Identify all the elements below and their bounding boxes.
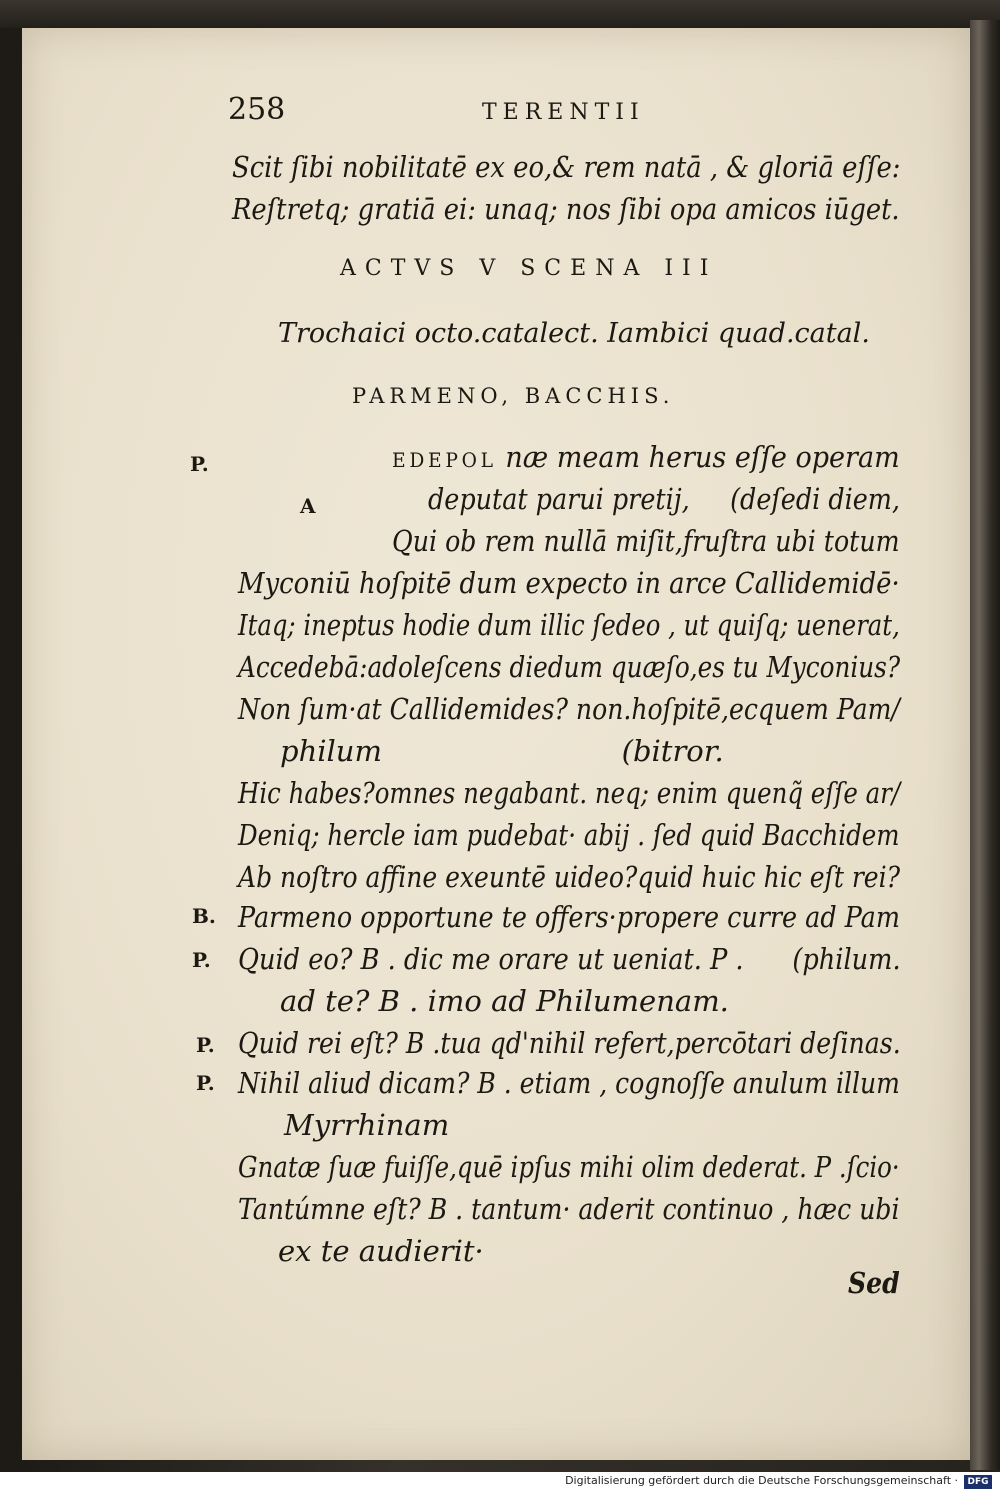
speaker-mark: A bbox=[300, 494, 316, 518]
dfg-logo: DFG bbox=[964, 1475, 992, 1489]
speaker-mark: B. bbox=[192, 904, 216, 928]
book-edge-top bbox=[0, 0, 1000, 28]
text-line: Reſtretq; gratiā ei: unaq; nos ſibi opa amicos iūget. bbox=[232, 192, 900, 226]
page-number: 258 bbox=[228, 92, 286, 127]
text-line: Gnatæ ſuæ fuiſſe,quē ipſus mihi olim dederat. P .ſcio· bbox=[238, 1150, 900, 1184]
text-line: Myconiū hoſpitē dum expecto in arce Callidemidē· bbox=[238, 566, 900, 600]
incipit-word: EDEPOL bbox=[392, 448, 497, 472]
text-line: Myrrhinam bbox=[284, 1108, 450, 1142]
text-line bbox=[392, 440, 900, 474]
dramatis-personae: PARMENO, BACCHIS. bbox=[352, 384, 675, 408]
text-line: Qui ob rem nullā miſit,fruſtra ubi totum bbox=[392, 524, 900, 558]
speaker-mark: P. bbox=[196, 1033, 215, 1057]
meter-line: Trochaici octo.catalect. Iambici quad.catal. bbox=[278, 318, 870, 349]
text-line: Scit ſibi nobilitatē ex eo,& rem natā , & gloriā eſſe: bbox=[232, 150, 901, 184]
text-line: Accedebā:adoleſcens diedum quæſo,es tu Myconius? bbox=[238, 650, 901, 684]
book-edge-right bbox=[970, 20, 1000, 1470]
text-line-rest: næ meam herus eſſe operam bbox=[496, 440, 900, 474]
text-line: Deniq; hercle iam pudebat· abij . ſed quid Bacchidem bbox=[238, 818, 900, 852]
text-line: Ab noſtro affine exeuntē uideo?quid huic hic eſt rei? bbox=[238, 860, 901, 894]
text-line: Quid rei eſt? B .tua qd'nihil refert,percōtari deſinas. bbox=[238, 1026, 901, 1060]
text-line: Non ſum·at Callidemides? non.hoſpitē,ecquem Pam/ bbox=[238, 692, 900, 726]
text-line: ad te? B . imo ad Philumenam. bbox=[280, 984, 729, 1018]
text-line: Itaq; ineptus hodie dum illic ſedeo , ut quiſq; uenerat, bbox=[238, 608, 900, 642]
text-line: philum (bitror. bbox=[280, 734, 724, 768]
text-line: ex te audierit· bbox=[278, 1234, 484, 1268]
footer-bar bbox=[0, 1472, 1000, 1492]
text-line: Parmeno opportune te offers·propere curre ad Pam bbox=[238, 900, 900, 934]
text-line: Hic habes?omnes negabant. neq; enim quenq̃ eſſe ar/ bbox=[238, 776, 901, 810]
text-line: Tantúmne eſt? B . tantum· aderit continuo , hæc ubi bbox=[238, 1192, 900, 1226]
text-line: Nihil aliud dicam? B . etiam , cognoſſe anulum illum bbox=[238, 1066, 900, 1100]
speaker-mark: P. bbox=[196, 1071, 215, 1095]
act-heading: ACTVS V SCENA III bbox=[340, 256, 718, 281]
text-line: Quid eo? B . dic me orare ut ueniat. P . (philum. bbox=[238, 942, 901, 976]
speaker-mark: P. bbox=[190, 452, 209, 476]
text-line: deputat parui pretij, (deſedi diem, bbox=[428, 482, 901, 516]
funding-credit: Digitalisierung gefördert durch die Deutsche Forschungsgemeinschaft · bbox=[565, 1474, 958, 1487]
catchword: Sed bbox=[848, 1266, 900, 1300]
speaker-mark: P. bbox=[192, 948, 211, 972]
running-title: TERENTII bbox=[482, 100, 645, 125]
